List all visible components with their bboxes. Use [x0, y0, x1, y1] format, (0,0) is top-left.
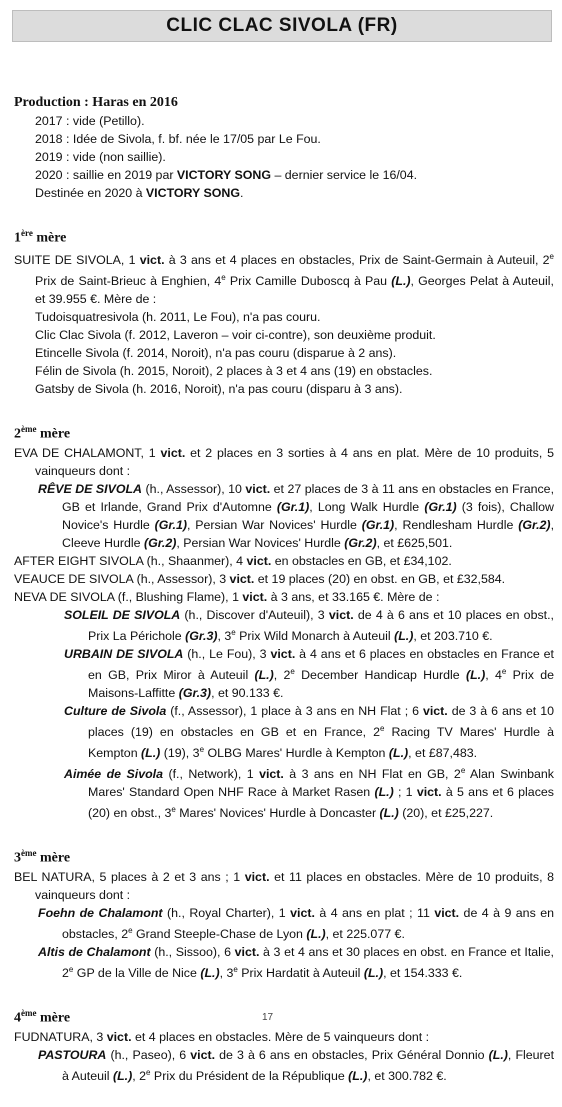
mere2-produits-a: [14, 480, 554, 552]
page-number: 17: [262, 1012, 274, 1023]
produit-item: NEVA DE SIVOLA (f., Blushing Flame), 1 vict. à 3 ans, et 33.165 €. Mère de :: [14, 589, 440, 604]
produit-item: SOLEIL DE SIVOLA (h., Discover d'Auteuil), 3 vict. de 4 à 6 ans et 10 places en obst., Prix La Périchole (Gr.3), 3e Prix Wild Monarch à Auteuil (L.), et 203.710 €.: [64, 607, 554, 643]
produit-item: PASTOURA (h., Paseo), 6 vict. de 3 à 6 ans en obstacles, Prix Général Donnio (L.), Fleuret à Auteuil (L.), 2e Prix du Président de la République (L.), et 300.782 €.: [38, 1047, 555, 1083]
document-body: [14, 94, 554, 1107]
produit-item: Félin de Sivola (h. 2015, Noroit), 2 places à 3 et 4 ans (19) en obstacles.: [35, 363, 433, 378]
produit-item: VEAUCE DE SIVOLA (h., Assessor), 3 vict. et 19 places (20) en obst. en GB, et £32,584.: [14, 571, 506, 586]
produit-item: Aimée de Sivola (f., Network), 1 vict. à 3 ans en NH Flat en GB, 2e Alan Swinbank Mares' Standard Open NHF Race à Market Rasen (L.) ; 1 vict. à 5 ans et 6 places (20) en obst., 3e Mares' Novices' Hurdle à Doncaster (L.) (20), et £25,227.: [64, 766, 554, 821]
production-line: Destinée en 2020 à VICTORY SONG.: [35, 186, 244, 200]
mere2-heading: 2ème mère: [14, 423, 71, 442]
mere1-text: SUITE DE SIVOLA, 1 vict. à 3 ans et 4 places en obstacles, Prix de Saint-Germain à Auteuil, 2e Prix de Saint-Brieuc à Enghien, 4e Prix Camille Duboscq à Pau (L.), Georges Pelat à Auteuil, et 39.955 €. Mère de :: [14, 251, 554, 306]
produit-item: URBAIN DE SIVOLA (h., Le Fou), 3 vict. à 4 ans et 6 places en obstacles en France et en GB, Prix Miror à Auteuil (L.), 2e December Handicap Hurdle (L.), 4e Prix de Maisons-Laffitte (Gr.3), et 90.133 €.: [64, 646, 554, 700]
produit-item: AFTER EIGHT SIVOLA (h., Shaanmer), 4 vict. en obstacles en GB, et £34,102.: [14, 553, 452, 568]
mere2-sous-produits: [14, 606, 554, 823]
page-title: CLIC CLAC SIVOLA (FR): [166, 15, 398, 36]
mere1-produits: [14, 308, 554, 398]
produit-item: Culture de Sivola (f., Assessor), 1 place à 3 ans en NH Flat ; 6 vict. de 3 à 6 ans et 10 places (19) en obstacles en GB et en France, 2e Racing TV Mares' Hurdle à Kempton (L.) (19), 3e OLBG Mares' Hurdle à Kempton (L.), et £87,483.: [64, 703, 554, 761]
mere1-section: [14, 224, 554, 398]
mere1-heading: 1ère mère: [14, 228, 67, 246]
production-section: [14, 94, 554, 202]
produit-item: Gatsby de Sivola (h. 2016, Noroit), n'a pas couru (disparu à 3 ans).: [35, 381, 403, 396]
produit-item: Etincelle Sivola (f. 2014, Noroit), n'a pas couru (disparue à 2 ans).: [35, 345, 397, 360]
produit-item: Clic Clac Sivola (f. 2012, Laveron – voir ci-contre), son deuxième produit.: [35, 327, 436, 342]
title-box: [12, 10, 552, 42]
production-heading: Production : Haras en 2016: [14, 95, 178, 110]
production-lines: [14, 112, 554, 202]
mere3-section: [14, 844, 554, 982]
produit-item: Foehn de Chalamont (h., Royal Charter), 1 vict. à 4 ans en plat ; 11 vict. de 4 à 9 ans en obstacles, 2e Grand Steeple-Chase de Lyon (L.), et 225.077 €.: [38, 905, 554, 942]
mere2-produits-b: [14, 552, 554, 606]
production-line: 2017 : vide (Petillo).: [35, 114, 145, 128]
mere3-heading: 3ème mère: [14, 848, 71, 866]
mere2-section: [14, 420, 554, 822]
mere2-text: EVA DE CHALAMONT, 1 vict. et 2 places en 3 sorties à 4 ans en plat. Mère de 10 produits, 5 vainqueurs dont :: [14, 445, 554, 478]
mere4-produits: [14, 1046, 554, 1085]
mere3-text: BEL NATURA, 5 places à 2 et 3 ans ; 1 vict. et 11 places en obstacles. Mère de 10 produits, 8 vainqueurs dont :: [14, 869, 554, 902]
produit-item: Altis de Chalamont (h., Sissoo), 6 vict. à 3 et 4 ans et 30 places en obst. en France et Italie, 2e GP de la Ville de Nice (L.), 3e Prix Hardatit à Auteuil (L.), et 154.333 €.: [38, 945, 554, 981]
production-line: 2019 : vide (non saillie).: [35, 150, 166, 164]
mere4-text: FUDNATURA, 3 vict. et 4 places en obstacles. Mère de 5 vainqueurs dont :: [14, 1029, 430, 1044]
mere4-section: [14, 1004, 554, 1085]
mere3-produits: [14, 904, 554, 982]
produit-item: RÊVE DE SIVOLA (h., Assessor), 10 vict. et 27 places de 3 à 11 ans en obstacles en France, GB et Irlande, Grand Prix d'Automne (Gr.1), Long Walk Hurdle (Gr.1) (3 fois), Challow Novice's Hurdle (Gr.1), Persian War Novices' Hurdle (Gr.1), Rendlesham Hurdle (Gr.2), Cleeve Hurdle (Gr.2), Persian War Novices' Hurdle (Gr.2), et £625,501.: [38, 481, 555, 550]
mere4-heading: 4ème mère: [14, 1008, 71, 1026]
produit-item: Tudoisquatresivola (h. 2011, Le Fou), n'a pas couru.: [35, 309, 321, 324]
production-line: 2018 : Idée de Sivola, f. bf. née le 17/05 par Le Fou.: [35, 132, 321, 146]
production-line: 2020 : saillie en 2019 par VICTORY SONG – dernier service le 16/04.: [35, 168, 418, 182]
